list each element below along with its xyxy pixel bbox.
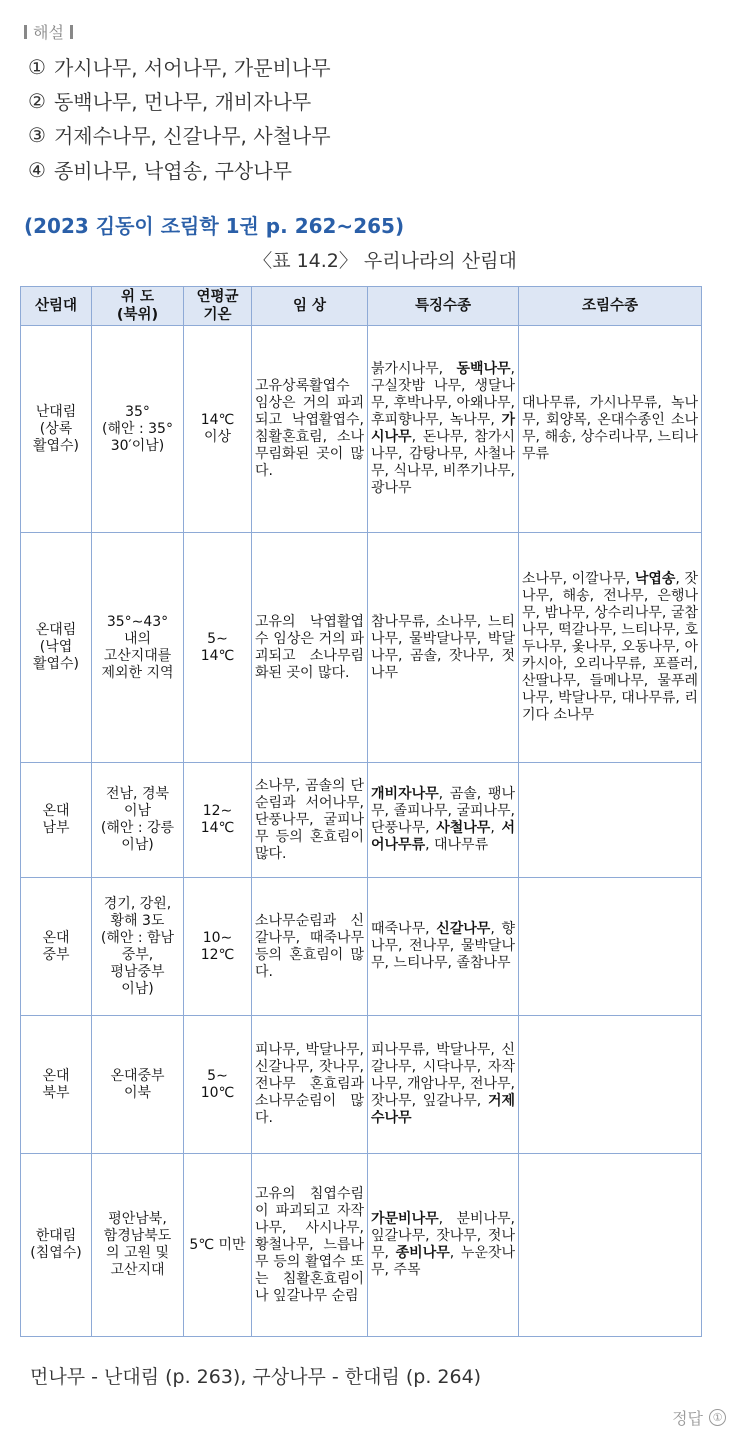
option-1: [28, 52, 331, 81]
cell-planting: [519, 1016, 702, 1154]
cell-planting: [519, 1154, 702, 1337]
cell-zone: 온대림 (낙엽 활엽수): [21, 533, 92, 763]
table-row: [21, 1016, 702, 1154]
cell-planting: [519, 763, 702, 878]
bold-species: 개비자나무: [371, 786, 439, 802]
cell-latitude: 35°∼43° 내의 고산지대를 제외한 지역: [92, 533, 184, 763]
cell-zone: 온대 중부: [21, 878, 92, 1016]
cell-temperature: 5∼ 10℃: [184, 1016, 252, 1154]
option-number: ①: [28, 54, 46, 79]
cell-latitude: 35° (해안 : 35° 30′이남): [92, 326, 184, 533]
table-header-row: [21, 287, 702, 326]
answer-number: ①: [709, 1409, 726, 1426]
answer: [672, 1406, 726, 1429]
bold-species: 거제수나무: [371, 1093, 515, 1126]
cell-forest: 고유의 침엽수림이 파괴되고 자작나무, 사시나무, 황철나무, 느릅나무 등의 활엽수 또는 침활혼효림이나 잎갈나무 순림: [252, 1154, 368, 1337]
cell-species: 가문비나무, 분비나무, 잎갈나무, 잣나무, 젓나무, 종비나무, 누운잣나무, 주목: [368, 1154, 519, 1337]
cell-species: 피나무류, 박달나무, 신갈나무, 시닥나무, 자작나무, 개암나무, 전나무, 잣나무, 잎갈나무, 거제수나무: [368, 1016, 519, 1154]
option-2: [28, 86, 311, 115]
option-number: ③: [28, 122, 46, 147]
bold-species: 신갈나무: [436, 921, 491, 937]
cell-forest: 피나무, 박달나무,신갈나무, 잣나무,전나무 혼효림과 소나무순림이 많다.: [252, 1016, 368, 1154]
option-3: [28, 120, 331, 149]
bold-species: 낙엽송: [634, 571, 676, 587]
section-title-text: 해설: [33, 23, 64, 42]
bold-species: 동백나무: [456, 361, 511, 377]
cell-planting: [519, 878, 702, 1016]
header-species: 특징수종: [368, 287, 519, 326]
bold-species: 종비나무: [395, 1245, 450, 1261]
table-row: [21, 326, 702, 533]
cell-forest: 소나무, 곰솔의 단순림과 서어나무,단풍나무, 굴피나무 등의 혼효림이 많다.: [252, 763, 368, 878]
option-text: 종비나무, 낙엽송, 구상나무: [53, 159, 292, 183]
section-title: [24, 20, 73, 43]
option-number: ④: [28, 157, 46, 182]
bar-right-icon: [70, 25, 73, 39]
bold-species: 사철나무: [436, 820, 491, 836]
option-text: 동백나무, 먼나무, 개비자나무: [53, 90, 312, 114]
cell-temperature: 5∼ 14℃: [184, 533, 252, 763]
bold-species: 가문비나무: [371, 1211, 439, 1227]
bar-left-icon: [24, 25, 27, 39]
cell-species: 참나무류, 소나무, 느티나무, 물박달나무, 박달나무, 곰솔, 잣나무, 젓나무: [368, 533, 519, 763]
option-text: 가시나무, 서어나무, 가문비나무: [53, 56, 331, 80]
header-forest: 임 상: [252, 287, 368, 326]
table-row: [21, 878, 702, 1016]
cell-zone: 한대림 (침엽수): [21, 1154, 92, 1337]
bold-species: 가시나무: [371, 412, 515, 445]
cell-zone: 난대림 (상록 활엽수): [21, 326, 92, 533]
cell-forest: 소나무순림과 신갈나무, 때죽나무 등의 혼효림이 많다.: [252, 878, 368, 1016]
cell-zone: 온대 남부: [21, 763, 92, 878]
cell-species: 붉가시나무, 동백나무, 구실잣밤 나무, 생달나무, 후박나무, 아왜나무, 후피향나무, 녹나무, 가시나무, 돈나무, 참가시나무, 감탕나무, 사철나무, 식나무, 비쭈기나무, 광나무: [368, 326, 519, 533]
header-latitude: 위 도 (북위): [92, 287, 184, 326]
option-number: ②: [28, 88, 46, 113]
cell-temperature: 12∼ 14℃: [184, 763, 252, 878]
table-row: [21, 1154, 702, 1337]
table-row: [21, 533, 702, 763]
cell-zone: 온대 북부: [21, 1016, 92, 1154]
cell-planting: 대나무류, 가시나무류, 녹나무, 회양목, 온대수종인 소나무, 해송, 상수리나무, 느티나무류: [519, 326, 702, 533]
cell-latitude: 전남, 경북 이남 (해안 : 강릉 이남): [92, 763, 184, 878]
header-planting: 조림수종: [519, 287, 702, 326]
forest-zone-table: [20, 286, 702, 1337]
cell-forest: 고유상록활엽수 임상은 거의 파괴되고 낙엽활엽수, 침활혼효림, 소나무림화된 곳이 많다.: [252, 326, 368, 533]
reference: (2023 김동이 조림학 1권 p. 262~265): [24, 214, 405, 238]
table-caption: 〈표 14.2〉 우리나라의 산림대: [253, 250, 517, 272]
cell-species: 때죽나무, 신갈나무, 향나무, 전나무, 물박달나무, 느티나무, 졸참나무: [368, 878, 519, 1016]
cell-forest: 고유의 낙엽활엽수 임상은 거의 파괴되고 소나무림화된 곳이 많다.: [252, 533, 368, 763]
header-temperature: 연평균 기온: [184, 287, 252, 326]
option-4: [28, 155, 292, 184]
option-text: 거제수나무, 신갈나무, 사철나무: [53, 124, 331, 148]
bold-species: 서어나무류: [371, 820, 516, 853]
cell-latitude: 평안남북, 함경남북도 의 고원 및 고산지대: [92, 1154, 184, 1337]
cell-latitude: 온대중부 이북: [92, 1016, 184, 1154]
cell-temperature: 5℃ 미만: [184, 1154, 252, 1337]
cell-latitude: 경기, 강원, 황해 3도 (해안 : 함남 중부, 평남중부 이남): [92, 878, 184, 1016]
cell-temperature: 14℃ 이상: [184, 326, 252, 533]
header-zone: 산림대: [21, 287, 92, 326]
cell-temperature: 10∼ 12℃: [184, 878, 252, 1016]
footer-note: 먼나무 - 난대림 (p. 263), 구상나무 - 한대림 (p. 264): [30, 1366, 482, 1388]
table-row: [21, 763, 702, 878]
cell-species: 개비자나무, 곰솔, 팽나무, 졸피나무, 굴피나무, 단풍나무, 사철나무, 서어나무류, 대나무류: [368, 763, 519, 878]
answer-label: 정답: [672, 1409, 703, 1428]
cell-planting: 소나무, 이깔나무, 낙엽송, 잣나무, 해송, 전나무, 은행나무, 밤나무, 상수리나무, 굴참나무, 떡갈나무, 느티나무, 호두나무, 옻나무, 오동나무, 아카시아, 오리나무류, 포플러, 산딸나무, 들메나무, 물푸레나무, 박달나무, 대나무류, 리기다 소나무: [519, 533, 702, 763]
